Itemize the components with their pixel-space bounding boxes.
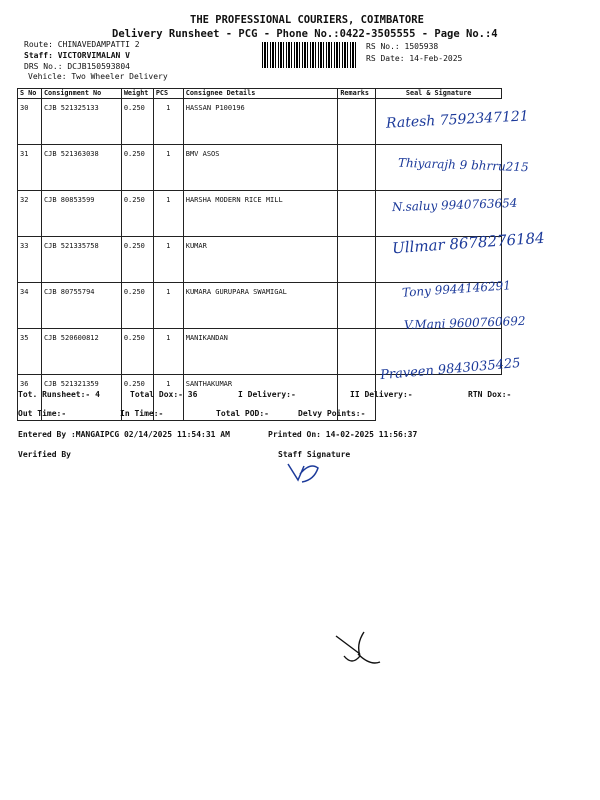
cell-weight: 0.250 [121,375,153,421]
cell-sno: 31 [18,145,42,191]
total-pod: Total POD:- [216,409,269,418]
cell-remarks [338,99,376,145]
cell-consignment: CJB 521321359 [41,375,121,421]
handwritten-signature: Ratesh 7592347121 [385,108,530,132]
i-delivery: I Delivery:- [238,390,296,399]
cell-remarks [338,237,376,283]
cell-consignee: BMV ASOS [183,145,338,191]
cell-remarks [338,145,376,191]
staff-signature-label: Staff Signature [278,450,351,459]
col-signature: Seal & Signature [376,89,502,99]
cell-consignment: CJB 521363038 [41,145,121,191]
cell-remarks [338,283,376,329]
handwritten-signature: Tony 9944146291 [401,278,512,300]
total-dox: Total Dox:- 36 [130,390,198,399]
cell-consignee: KUMARA GURUPARA SWAMIGAL [183,283,338,329]
barcode-image [262,42,358,68]
in-time: In Time:- [120,409,164,418]
printed-on: Printed On: 14-02-2025 11:56:37 [268,430,418,439]
table-header-row [18,89,502,99]
entered-by: Entered By :MANGAIPCG 02/14/2025 11:54:31 AM [18,430,230,439]
cell-weight: 0.250 [121,145,153,191]
col-pcs: PCS [153,89,183,99]
handwritten-signature: V.Mani 9600760692 [403,313,526,333]
rtn-dox: RTN Dox:- [468,390,512,399]
cell-pcs: 1 [153,191,183,237]
cell-consignee: HARSHA MODERN RICE MILL [183,191,338,237]
cell-pcs: 1 [153,237,183,283]
cell-consignment: CJB 521325133 [41,99,121,145]
handwritten-signature: Thiyarajh 9 bhrru215 [397,155,529,175]
cell-weight: 0.250 [121,99,153,145]
cell-consignment: CJB 80853599 [41,191,121,237]
cell-sno: 33 [18,237,42,283]
col-weight: Weight [121,89,153,99]
cell-pcs: 1 [153,145,183,191]
company-title: THE PROFESSIONAL COURIERS, COIMBATORE [190,14,424,26]
cell-sno: 35 [18,329,42,375]
cell-weight: 0.250 [121,329,153,375]
staff-label: Staff: VICTORVIMALAN V [24,51,130,60]
bottom-signature-scribble [330,626,386,670]
cell-pcs: 1 [153,329,183,375]
cell-consignment: CJB 80755794 [41,283,121,329]
cell-sno: 36 [18,375,42,421]
verified-by: Verified By [18,450,71,459]
cell-consignment: CJB 520600812 [41,329,121,375]
table-row [18,191,502,237]
cell-weight: 0.250 [121,283,153,329]
cell-consignment: CJB 521335758 [41,237,121,283]
out-time: Out Time:- [18,409,67,418]
ii-delivery: II Delivery:- [350,390,413,399]
handwritten-signature: N.saluy 9940763654 [391,195,518,215]
cell-sno: 34 [18,283,42,329]
col-remarks: Remarks [338,89,376,99]
cell-weight: 0.250 [121,191,153,237]
cell-remarks [338,191,376,237]
rs-date-label: RS Date: 14-Feb-2025 [366,54,463,63]
staff-signature-scribble [284,458,324,488]
cell-weight: 0.250 [121,237,153,283]
rs-no-label: RS No.: 1505938 [366,42,439,51]
handwritten-signature: Praveen 9843035425 [379,355,522,384]
col-sno: S No [18,89,42,99]
cell-consignee: SANTHAKUMAR [183,375,338,421]
cell-pcs: 1 [153,99,183,145]
tot-runsheet: Tot. Runsheet:- 4 [18,390,100,399]
cell-sno: 32 [18,191,42,237]
cell-consignee: MANIKANDAN [183,329,338,375]
cell-remarks [338,329,376,375]
drs-label: DRS No.: DCJB150593804 [24,62,130,71]
delvy-points: Delvy Points:- [298,409,366,418]
handwritten-signature: Ullmar 8678276184 [391,228,546,258]
cell-consignee: KUMAR [183,237,338,283]
col-consignee: Consignee Details [183,89,338,99]
runsheet-subtitle: Delivery Runsheet - PCG - Phone No.:0422-3505555 - Page No.:4 [112,28,498,40]
route-label: Route: CHINAVEDAMPATTI 2 [24,40,140,49]
vehicle-label: Vehicle: Two Wheeler Delivery [28,72,168,81]
col-consignment: Consignment No [41,89,121,99]
cell-consignee: HASSAN P100196 [183,99,338,145]
cell-sno: 30 [18,99,42,145]
cell-pcs: 1 [153,375,183,421]
cell-pcs: 1 [153,283,183,329]
